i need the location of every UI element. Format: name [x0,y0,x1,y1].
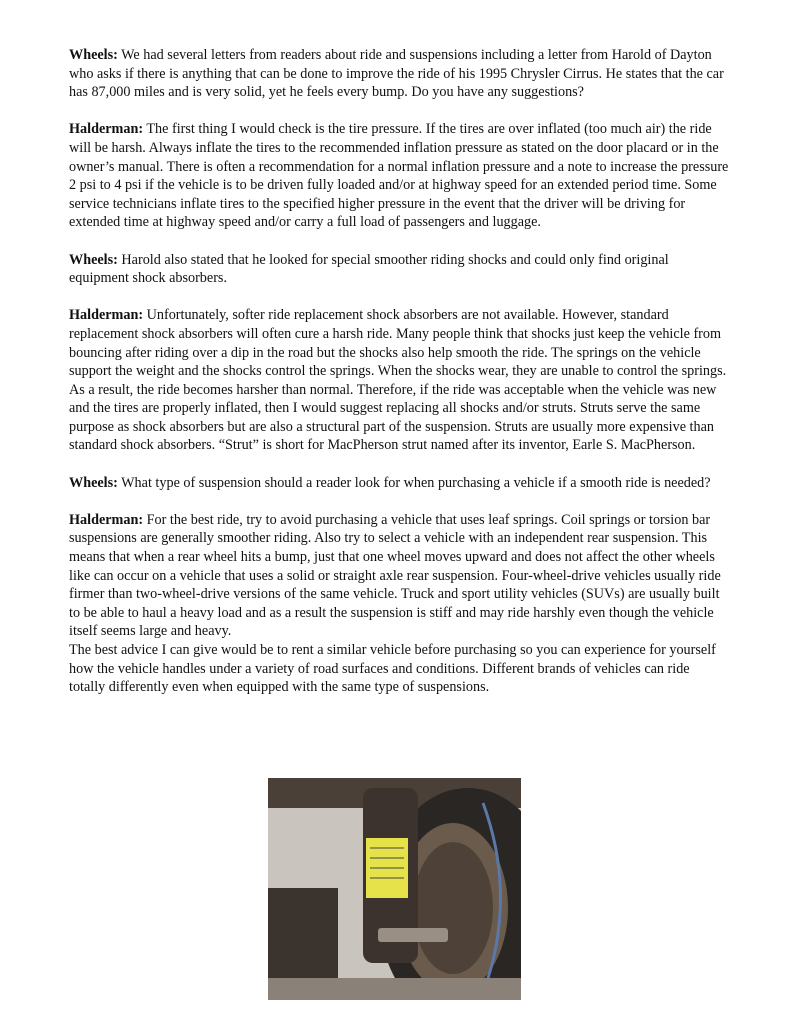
photo-rotor-inner [413,842,493,974]
paragraph-text: Unfortunately, softer ride replacement shock absorbers are not available. However, standard replacement shock absorbers will often cure a harsh ride. Many people think that shocks just keep the vehicle from bouncing after riding over a dip in the road but the shocks also help smooth the ride. The springs on the vehicle support the weight and the shocks control the springs. When the shocks wear, they are unable to control the springs. As a result, the ride becomes harsher than normal. Therefore, if the ride was acceptable when the vehicle was new and the tires are properly inflated, then I would suggest replacing all shocks and/or struts. Struts serve the same purpose as shock absorbers but are also a structural part of the suspension. Struts are usually more expensive than standard shock absorbers. “Strut” is short for MacPherson strut named after its inventor, Earle S. MacPherson. [69,307,727,454]
paragraph-wheels-3 [69,474,729,493]
paragraph-text: Harold also stated that he looked for special smoother riding shocks and could only find original equipment shock absorbers. [69,251,669,287]
photo-floor [268,978,521,1000]
paragraph-text: The first thing I would check is the tire pressure. If the tires are over inflated (too much air) the ride will be harsh. Always inflate the tires to the recommended inflation pressure as stated on the door placard or in the owner’s manual. There is often a recommendation for a normal inflation pressure and a note to increase the pressure 2 psi to 4 psi if the vehicle is to be driven fully loaded and/or at highway speed for an extended period time. Some service technicians inflate tires to the specified higher pressure in the event that the driver will be driving for extended time at highway speed and/or carry a full load of passengers and luggage. [69,121,729,231]
article-body [69,46,729,715]
paragraph-text: We had several letters from readers about ride and suspensions including a letter from Harold of Dayton who asks if there is anything that can be done to improve the ride of his 1995 Chrysler Cirrus. He states that the car has 87,000 miles and is very solid, yet he feels every bump. Do you have any suggestions? [69,47,724,101]
paragraph-wheels-2 [69,251,729,288]
photo-illustration [268,778,521,1000]
paragraph-text: For the best ride, try to avoid purchasing a vehicle that uses leaf springs. Coil springs or torsion bar suspensions are generally smoother riding. Also try to select a vehicle with an independent rear suspension. This means that when a rear wheel hits a bump, just that one wheel moves upward and does not affect the other wheels like can occur on a vehicle that uses a solid or straight axle rear suspension. Four-wheel-drive vehicles usually ride firmer than two-wheel-drive versions of the same vehicle. Truck and sport utility vehicles (SUVs) are usually built to be able to haul a heavy load and as a result the suspension is stiff and may ride harshly even though the vehicle itself seems large and heavy. [69,511,721,640]
paragraph-wheels-1 [69,46,729,102]
speaker-label: Wheels: [69,47,118,63]
paragraph-text: What type of suspension should a reader look for when purchasing a vehicle if a smooth ride is needed? [117,474,711,491]
speaker-label: Wheels: [69,474,118,491]
paragraph-text: The best advice I can give would be to rent a similar vehicle before purchasing so you can experience for yourself how the vehicle handles under a variety of road surfaces and conditions. Different brands of vehicles can ride totally differently even when equipped with the same type of suspensions. [69,642,716,696]
speaker-label: Halderman: [69,511,144,528]
speaker-label: Wheels: [69,251,118,268]
speaker-label: Halderman: [69,307,144,324]
paragraph-best-advice [69,641,729,697]
photo-mount-bolt [378,928,448,942]
paragraph-halderman-2 [69,306,729,455]
speaker-label: Halderman: [69,121,144,138]
paragraph-halderman-1 [69,120,729,232]
paragraph-halderman-3 [69,511,729,641]
shock-absorber-photo [268,778,521,1000]
